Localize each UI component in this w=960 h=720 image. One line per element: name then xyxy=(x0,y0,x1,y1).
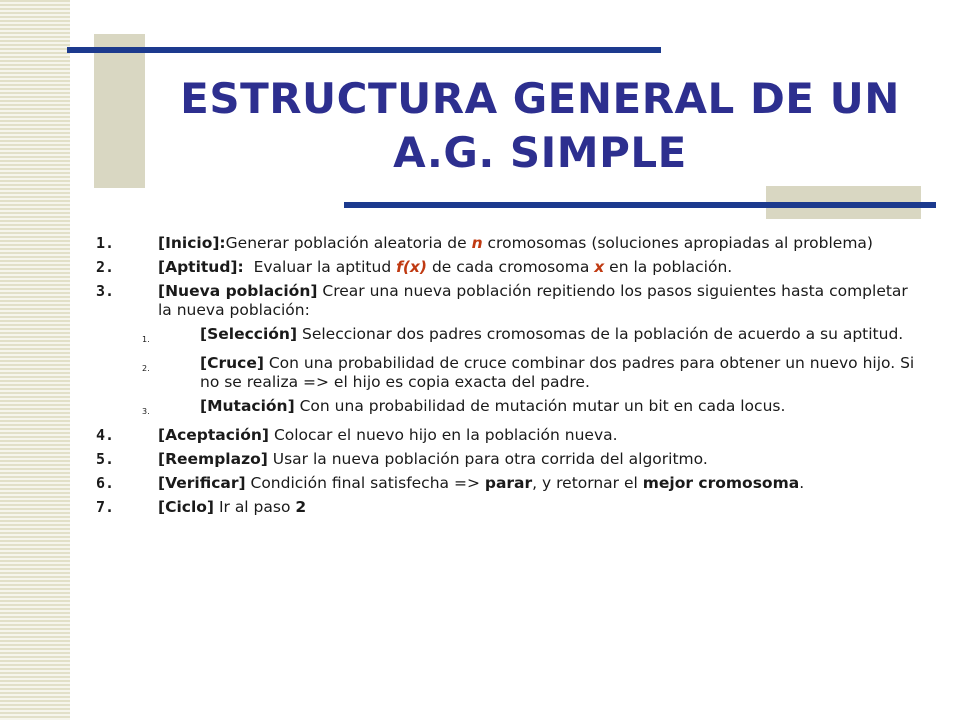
step-text xyxy=(158,426,921,445)
title-line-2: A.G. SIMPLE xyxy=(393,128,687,177)
step-tag: [Aceptación] xyxy=(158,426,270,444)
substep-number: 1. xyxy=(142,335,150,344)
substep-tag: [Mutación] xyxy=(200,397,295,415)
step-body: , y retornar el xyxy=(532,474,643,492)
step-body: Generar población aleatoria de xyxy=(225,234,472,252)
substep-text xyxy=(200,397,921,421)
variable-n: n xyxy=(471,234,483,252)
step-tag: [Reemplazo] xyxy=(158,450,268,468)
step-tag: [Nueva población] xyxy=(158,282,318,300)
emphasis-mejor-cromosoma: mejor cromosoma xyxy=(642,474,800,492)
step-tag: [Ciclo] xyxy=(158,498,215,516)
title-bottom-bar xyxy=(344,202,936,208)
substep-mutacion xyxy=(142,397,921,421)
step-body: de cada cromosoma xyxy=(427,258,595,276)
step-tag: [Aptitud]: xyxy=(158,258,244,276)
substep-body: Con una probabilidad de mutación mutar un bit en cada locus. xyxy=(294,397,786,415)
step-reemplazo xyxy=(96,450,921,469)
title-top-bar xyxy=(67,47,661,53)
step-number: 2. xyxy=(96,258,115,276)
variable-x: x xyxy=(594,258,605,276)
step-number: 3. xyxy=(96,282,115,300)
substep-number: 3. xyxy=(142,407,150,416)
left-stripe-decoration xyxy=(0,0,70,720)
step-body: cromosomas (soluciones apropiadas al problema) xyxy=(482,234,873,252)
substep-text xyxy=(200,354,921,392)
step-body: Usar la nueva población para otra corrida del algoritmo. xyxy=(267,450,708,468)
title-line-1: ESTRUCTURA GENERAL DE UN xyxy=(180,74,900,123)
step-body: en la población. xyxy=(604,258,733,276)
substep-body: Con una probabilidad de cruce combinar dos padres para obtener un nuevo hijo. Si no se realiza => el hijo es copia exacta del padre. xyxy=(200,354,915,391)
step-tag: [Verificar] xyxy=(158,474,246,492)
substep-body: Seleccionar dos padres cromosomas de la población de acuerdo a su aptitud. xyxy=(297,325,904,343)
step-tag: [Inicio]: xyxy=(158,234,226,252)
step-number: 7. xyxy=(96,498,115,516)
slide-title xyxy=(120,72,960,180)
step-body: Condición final satisfecha => xyxy=(245,474,485,492)
step-text xyxy=(158,450,921,469)
step-inicio xyxy=(96,234,921,253)
step-aptitud xyxy=(96,258,921,277)
step-text xyxy=(158,282,921,320)
step-text xyxy=(158,498,921,517)
step-nueva-poblacion xyxy=(96,282,921,320)
variable-fx: f(x) xyxy=(396,258,428,276)
emphasis-step-2: 2 xyxy=(295,498,307,516)
substep-tag: [Selección] xyxy=(200,325,298,343)
substep-text xyxy=(200,325,921,349)
emphasis-parar: parar xyxy=(484,474,533,492)
step-body: Crear una nueva población repitiendo los pasos siguientes hasta completar la nueva población: xyxy=(158,282,908,319)
step-aceptacion xyxy=(96,426,921,445)
step-body: Evaluar la aptitud xyxy=(243,258,397,276)
step-text xyxy=(158,234,921,253)
step-text xyxy=(158,258,921,277)
substep-tag: [Cruce] xyxy=(200,354,264,372)
step-number: 5. xyxy=(96,450,115,468)
step-verificar xyxy=(96,474,921,493)
step-body: . xyxy=(799,474,805,492)
step-number: 4. xyxy=(96,426,115,444)
substep-cruce xyxy=(142,354,921,392)
step-number: 1. xyxy=(96,234,115,252)
step-body: Colocar el nuevo hijo en la población nueva. xyxy=(269,426,618,444)
step-body: Ir al paso xyxy=(214,498,296,516)
substep-seleccion xyxy=(142,325,921,349)
step-text xyxy=(158,474,921,493)
steps-list xyxy=(96,234,921,522)
step-number: 6. xyxy=(96,474,115,492)
substep-number: 2. xyxy=(142,364,150,373)
step-ciclo xyxy=(96,498,921,517)
